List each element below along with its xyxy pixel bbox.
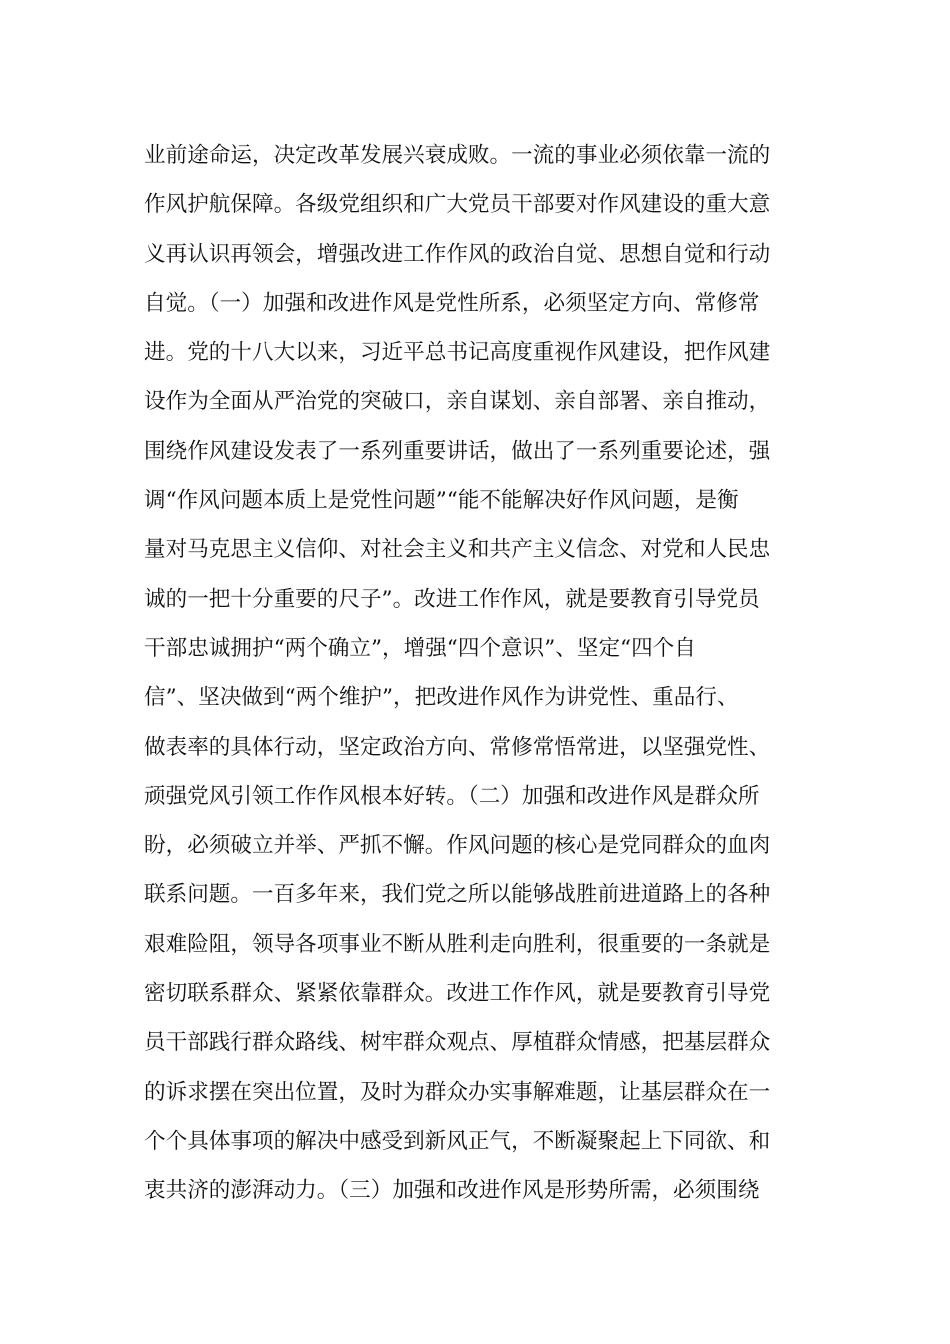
text-line-12: 信”、坚决做到“两个维护”，把改进作风作为讲党性、重品行、 [144,685,739,711]
text-line-3: 义再认识再领会，增强改进工作作风的政治自觉、思想自觉和行动 [144,241,771,267]
text-line-8: 调“作风问题本质上是党性问题”“能不能解决好作风问题，是衡 [144,488,739,514]
text-line-21: 个个具体事项的解决中感受到新风正气，不断凝聚起上下同欲、和 [144,1128,771,1154]
text-line-4: 自觉。（一）加强和改进作风是党性所系，必须坚定方向、常修常 [144,290,760,316]
text-line-20: 的诉求摆在突出位置，及时为群众办实事解难题，让基层群众在一 [144,1079,771,1105]
text-line-18: 密切联系群众、紧紧依靠群众。改进工作作风，就是要教育引导党 [144,981,771,1007]
body-text [144,131,824,1216]
text-line-19: 员干部践行群众路线、树牢群众观点、厚植群众情感，把基层群众 [144,1030,771,1056]
text-line-16: 联系问题。一百多年来，我们党之所以能够战胜前进道路上的各种 [144,882,771,908]
text-line-6: 设作为全面从严治党的突破口，亲自谋划、亲自部署、亲自推动， [144,389,771,415]
text-line-22: 衷共济的澎湃动力。（三）加强和改进作风是形势所需，必须围绕 [144,1178,760,1204]
text-line-14: 顽强党风引领工作作风根本好转。（二）加强和改进作风是群众所 [144,783,760,809]
text-line-10: 诚的一把十分重要的尺子”。改进工作作风，就是要教育引导党员 [144,586,760,612]
text-line-2: 作风护航保障。各级党组织和广大党员干部要对作风建设的重大意 [144,192,771,218]
text-line-9: 量对马克思主义信仰、对社会主义和共产主义信念、对党和人民忠 [144,537,771,563]
text-line-11: 干部忠诚拥护“两个确立”，增强“四个意识”、坚定“四个自 [144,635,696,661]
text-line-17: 艰难险阻，领导各项事业不断从胜利走向胜利，很重要的一条就是 [144,931,771,957]
text-line-13: 做表率的具体行动，坚定政治方向、常修常悟常进，以坚强党性、 [144,734,771,760]
text-line-15: 盼，必须破立并举、严抓不懈。作风问题的核心是党同群众的血肉 [144,833,771,859]
text-line-7: 围绕作风建设发表了一系列重要讲话，做出了一系列重要论述，强 [144,438,771,464]
text-line-5: 进。党的十八大以来，习近平总书记高度重视作风建设，把作风建 [144,340,771,366]
text-line-1: 业前途命运，决定改革发展兴衰成败。一流的事业必须依靠一流的 [144,143,771,168]
